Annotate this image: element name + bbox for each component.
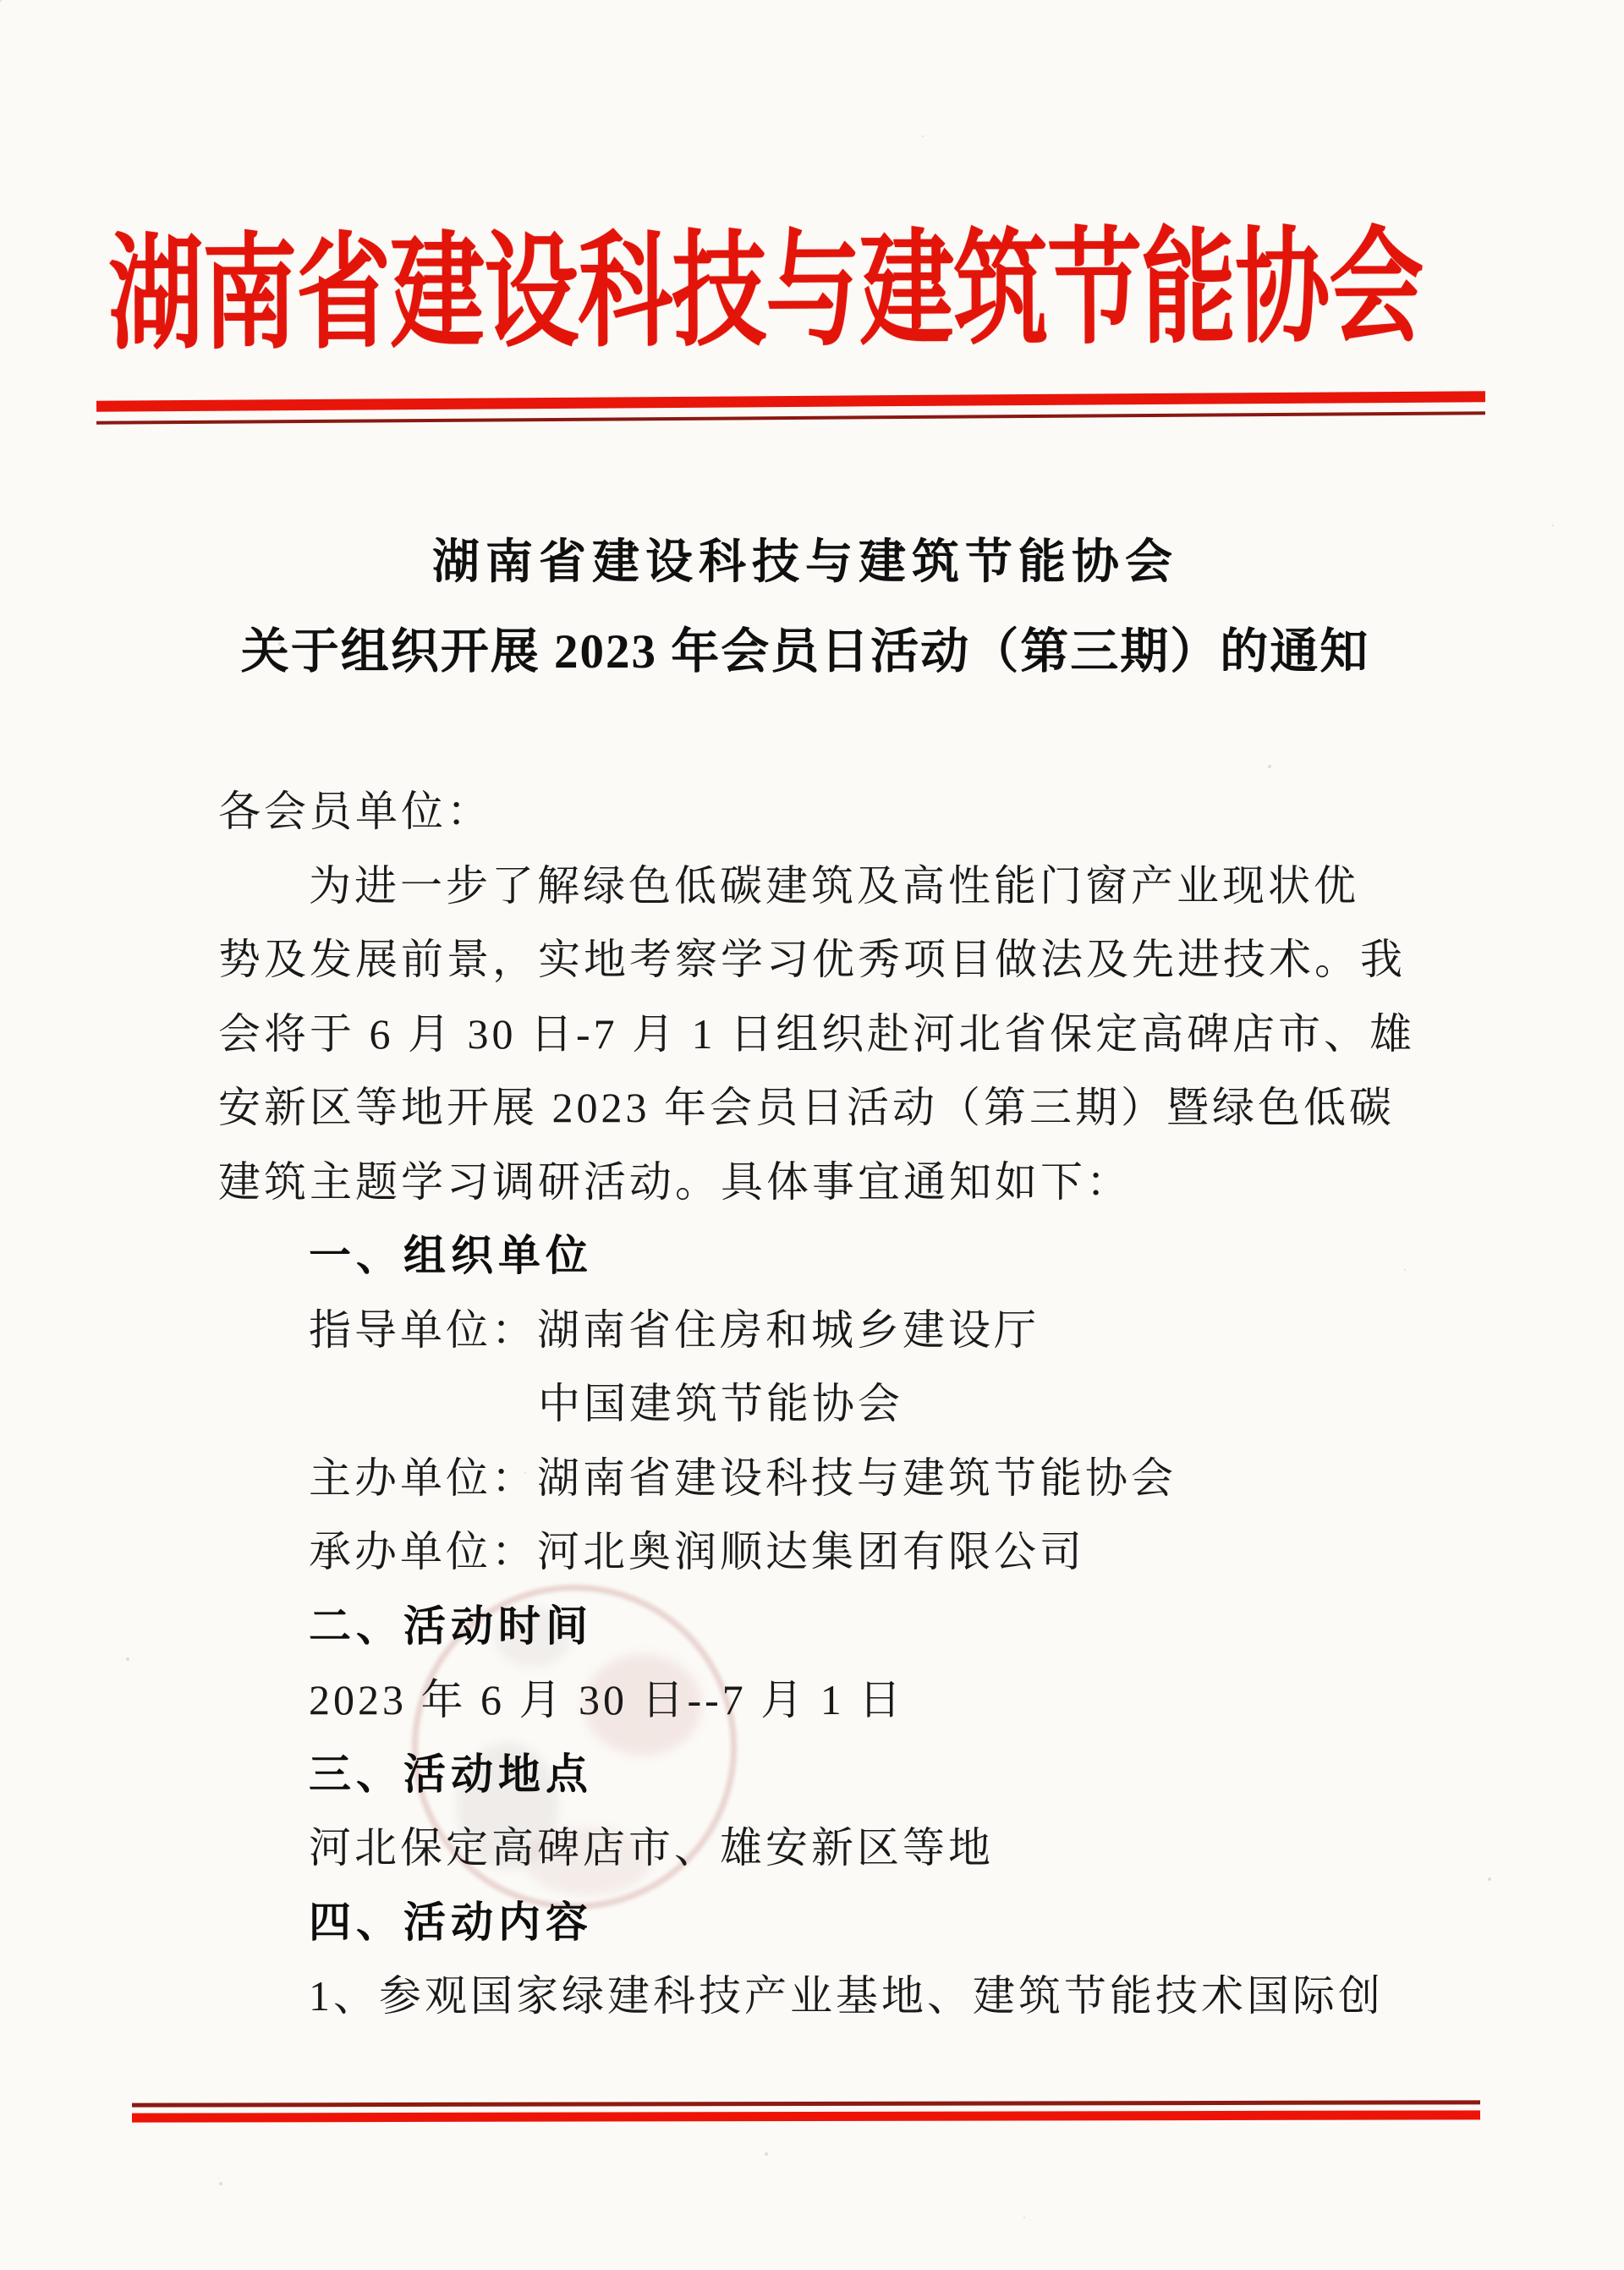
header-rule-thick: [96, 391, 1485, 411]
section-heading-1: 一、组织单位: [309, 1232, 593, 1279]
body-line: 势及发展前景，实地考察学习优秀项目做法及先进技术。我: [218, 936, 1406, 983]
section-heading-4: 四、活动内容: [309, 1898, 593, 1946]
document-title-line1: 湖南省建设科技与建筑节能协会: [432, 536, 1178, 589]
organizer-unit-line: 承办单位：河北奥润顺达集团有限公司: [309, 1528, 1085, 1575]
section-heading-3: 三、活动地点: [309, 1750, 593, 1798]
body-line: 安新区等地开展 2023 年会员日活动（第三期）暨绿色低碳: [218, 1084, 1395, 1131]
footer-rule-thin: [132, 2100, 1480, 2107]
footer-rule-thick: [132, 2110, 1480, 2122]
activity-date-line: 2023 年 6 月 30 日--7 月 1 日: [309, 1676, 905, 1723]
section-heading-2: 二、活动时间: [309, 1602, 593, 1650]
body-line: 建筑主题学习调研活动。具体事宜通知如下：: [218, 1157, 1132, 1206]
document-title-line2: 关于组织开展 2023 年会员日活动（第三期）的通知: [240, 625, 1370, 679]
activity-content-line: 1、参观国家绿建科技产业基地、建筑节能技术国际创: [309, 1972, 1384, 2020]
host-unit-line: 主办单位：湖南省建设科技与建筑节能协会: [309, 1454, 1177, 1502]
header-rule-thin: [96, 411, 1485, 424]
letterhead-title: 湖南省建设科技与建筑节能协会: [107, 219, 1424, 366]
activity-location-line: 河北保定高碑店市、雄安新区等地: [309, 1824, 994, 1872]
guiding-unit-line: 指导单位：湖南省住房和城乡建设厅: [309, 1305, 1040, 1354]
guiding-unit-line-2: 中国建筑节能协会: [538, 1380, 903, 1427]
body-line: 会将于 6 月 30 日-7 月 1 日组织赴河北省保定高碑店市、雄: [218, 1009, 1416, 1058]
notice-body: [0, 775, 1624, 2034]
salutation-line: 各会员单位：: [218, 788, 492, 835]
body-line: 为进一步了解绿色低碳建筑及高性能门窗产业现状优: [309, 861, 1359, 910]
